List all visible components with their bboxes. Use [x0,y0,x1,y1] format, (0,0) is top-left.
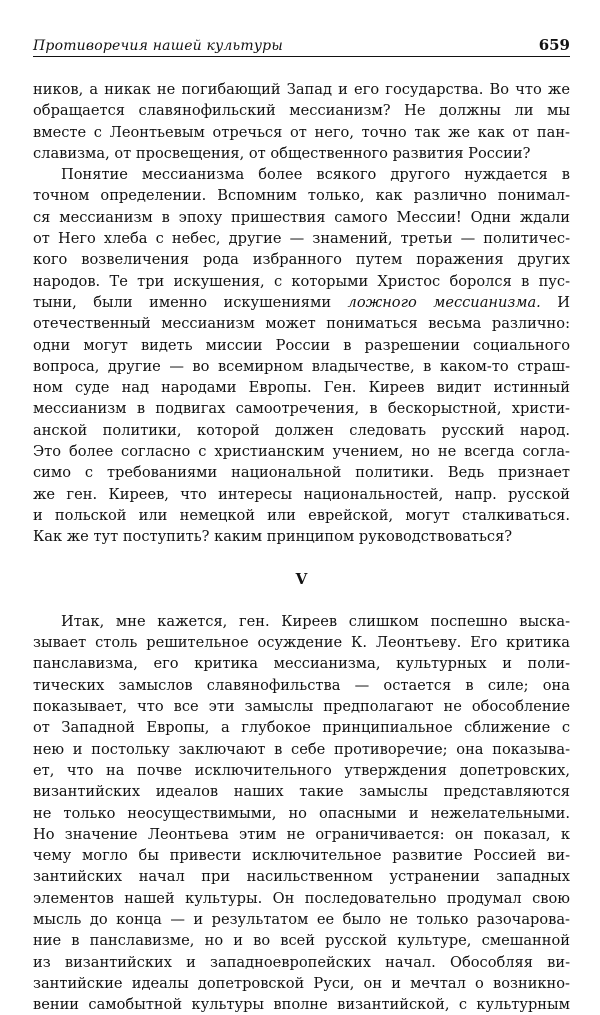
text-line: ет, что на почве исключительного утверждения допетровских, [33,761,570,779]
text-line: не только неосуществимыми, но опасными и нежелательными. [33,804,570,822]
text-line: вении самобытной культуры вполне византийской, с культурным [33,996,570,1014]
text-line: Как же тут поступить? каким принципом руководствоваться? [33,528,513,546]
text-line: из византийских и западноевропейских начал. Обособляя ви- [33,953,570,971]
text-line: вместе с Леонтьевым отречься от него, точно так же как от пан- [33,123,570,141]
text-line: Понятие мессианизма более всякого другого нуждается в [61,166,570,184]
text-line: византийских идеалов наших такие замыслы представляются [33,783,570,801]
text-segment: тыни, были именно искушениями [33,293,332,311]
text-line: тических замыслов славянофильства — остается в силе; она [33,676,570,694]
text-line: от Западной Европы, а глубокое принципиальное сближение с [33,719,570,737]
text-line: обращается славянофильский мессианизм? Не должны ли мы [33,102,570,120]
text-line: одни могут видеть миссии России в разрешении социального [33,336,570,354]
text-line: зантийские идеалы допетровской Руси, он и мечтал о возникно- [33,974,570,992]
text-line-with-emphasis [33,292,570,313]
text-line: же ген. Киреев, что интересы национальностей, напр. русской [33,485,570,503]
text-line: панславизма, его критика мессианизма, культурных и поли- [33,655,570,673]
text-line: Это более согласно с христианским учением, но не всегда согла- [33,443,570,461]
text-line: зывает столь решительное осуждение К. Леонтьеву. Его критика [33,634,570,652]
emphasis-text: ложного мессианизма. [347,293,541,311]
text-line: народов. Те три искушения, с которыми Христос боролся в пус- [33,272,570,290]
paragraph [33,79,570,164]
text-line: мессианизм в подвигах самоотречения, в бескорыстной, христи- [33,400,570,418]
book-page [33,30,570,1015]
text-line: анской политики, которой должен следовать русский народ. [33,421,570,439]
text-line: славизма, от просвещения, от общественного развития России? [33,144,531,162]
page-number: 659 [538,36,570,54]
text-line: ников, а никак не погибающий Запад и его государства. Во что же [33,81,570,98]
text-segment: И [557,293,571,311]
text-line: показывает, что все эти замыслы предполагают не обособление [33,698,570,716]
text-line: и польской или немецкой или еврейской, могут сталкиваться. [33,506,570,524]
text-line: вопроса, другие — во всемирном владычестве, в каком-то страш- [33,357,570,375]
section-heading: V [295,569,308,588]
text-line: ся мессианизм в эпоху пришествия самого Мессии! Одни ждали [33,208,570,226]
text-line: кого возвеличения рода избранного путем поражения других [33,251,570,269]
text-line: ние в панславизме, но и во всей русской культуре, смешанной [33,932,570,950]
text-line: точном определении. Вспомним только, как различно понимал- [33,187,570,205]
paragraph [33,164,570,547]
text-line: нею и постольку заключают в себе противоречие; она показыва- [33,740,570,758]
text-line: Но значение Леонтьева этим не ограничивается: он показал, к [33,825,570,843]
body-text [33,79,570,1015]
text-line: ном суде над народами Европы. Ген. Киреев видит истинный [33,379,570,397]
paragraph [33,611,570,1015]
running-header [33,30,570,57]
text-line: зантийских начал при насильственном устранении западных [33,868,570,886]
text-line: симо с требованиями национальной политики. Ведь признает [33,464,570,482]
text-line: элементов нашей культуры. Он последовательно продумал свою [33,889,570,907]
text-line: Итак, мне кажется, ген. Киреев слишком поспешно выска- [61,612,570,630]
text-line: чему могло бы привести исключительное развитие Россией ви- [33,847,570,865]
text-line: мысль до конца — и результатом ее было не только разочарова- [33,910,570,928]
text-line: от Него хлеба с небес, другие — знамений, третьи — политичес- [33,230,570,248]
text-line: отечественный мессианизм может пониматься весьма различно: [33,315,570,333]
running-title: Противоречия нашей культуры [33,38,283,54]
